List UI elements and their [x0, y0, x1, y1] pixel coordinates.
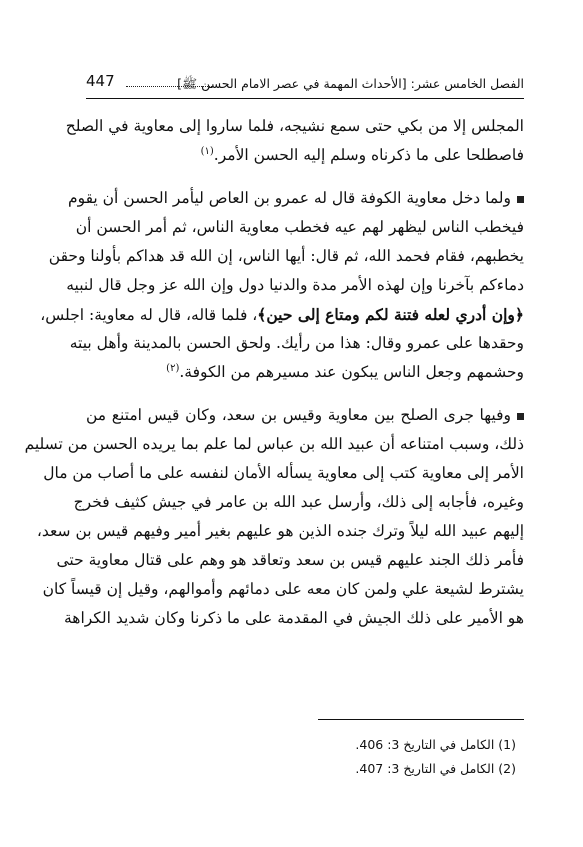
footnote-item: (2) الكامل في التاريخ 3: 407.	[355, 761, 516, 776]
text-line: إليهم عبيد الله ليلاً وترك جنده الذين هو عليهم بغير أمير وفيهم قيس بن سعد،	[36, 522, 524, 540]
line-text: فاصطلحا على ما ذكرناه وسلم إليه الحسن الأمر.	[213, 146, 524, 164]
text-line: دماءكم بآخرنا وإن لهذه الأمر مدة والدنيا دول وإن الله عز وجل قال لنبيه	[66, 276, 524, 294]
footnote-item: (1) الكامل في التاريخ 3: 406.	[355, 737, 516, 752]
footnote-ref: (٢)	[166, 362, 180, 374]
quran-verse: ﴿وإن أدري لعله فتنة لكم ومتاع إلى حين﴾	[257, 305, 524, 324]
text-line: المجلس إلا من بكي حتى سمع نشيجه، فلما ساروا إلى معاوية في الصلح	[65, 117, 524, 135]
text-line: وحقدها على عمرو وقال: هذا من رأيك. ولحق الحسن بالمدينة وأهل بيته	[69, 334, 524, 352]
text-line: يخطبهم، فقام فحمد الله، ثم قال: أيها الناس، إن الله قد هداكم بأولنا وحقن	[48, 247, 524, 265]
footnote-rule	[318, 719, 524, 720]
text-line: الأمر إلى معاوية كتب إلى معاوية يسأله الأمان لنفسه على ما أصاب من مال	[43, 464, 524, 482]
paragraph-2	[40, 184, 524, 387]
text-line: فيخطب الناس ليظهر لهم عيه فخطب معاوية الناس، ثم أمر الحسن أن	[75, 218, 524, 236]
chapter-title: الفصل الخامس عشر: [الأحداث المهمة في عصر الامام الحسن ﷺ]	[177, 76, 524, 91]
paragraph-1	[65, 112, 524, 170]
text-line-quran: ﴿وإن أدري لعله فتنة لكم ومتاع إلى حين﴾، فلما قاله، قال له معاوية: اجلس،	[40, 305, 524, 324]
line-text: وفيها جرى الصلح بين معاوية وقيس بن سعد، وكان قيس امتنع من	[86, 406, 511, 424]
paragraph-3	[24, 401, 524, 633]
text-line: يشترط لشيعة علي ولمن كان معه على دمائهم وأموالهم، وقيل إن قيساً كان	[42, 580, 524, 598]
text-line-last	[86, 141, 524, 170]
footnote-ref: (١)	[200, 145, 214, 157]
text-line: وغيره، فأجابه إلى ذلك، وأرسل عبد الله بن عامر في جيش كثيف فخرج	[73, 493, 524, 511]
text-line-last	[86, 358, 524, 387]
line-text: وحشمهم وجعل الناس يبكون عند مسيرهم من الكوفة.	[179, 363, 524, 381]
text-line-first	[67, 184, 524, 213]
body-text	[24, 112, 524, 633]
text-line: فأمر ذلك الجند عليهم قيس بن سعد وتعاقد هو وهم على قتال معاوية حتى	[56, 551, 524, 569]
header-dot-leader	[126, 86, 212, 87]
text-line: ذلك، وسبب امتناعه أن عبيد الله بن عباس لما علم بما يريده الحسن من تسليم	[24, 435, 524, 453]
square-bullet-icon	[517, 196, 524, 203]
footnotes	[86, 733, 524, 781]
page-number: 447	[86, 72, 115, 90]
header-rule	[86, 98, 524, 99]
line-text: ولما دخل معاوية الكوفة قال له عمرو بن العاص ليأمر الحسن أن يقوم	[67, 189, 511, 207]
text-line-first	[86, 401, 524, 430]
running-header	[86, 74, 524, 94]
text-line: هو الأمير على ذلك الجيش في المقدمة على ما ذكرنا وكان شديد الكراهة	[63, 609, 524, 627]
square-bullet-icon	[517, 413, 524, 420]
